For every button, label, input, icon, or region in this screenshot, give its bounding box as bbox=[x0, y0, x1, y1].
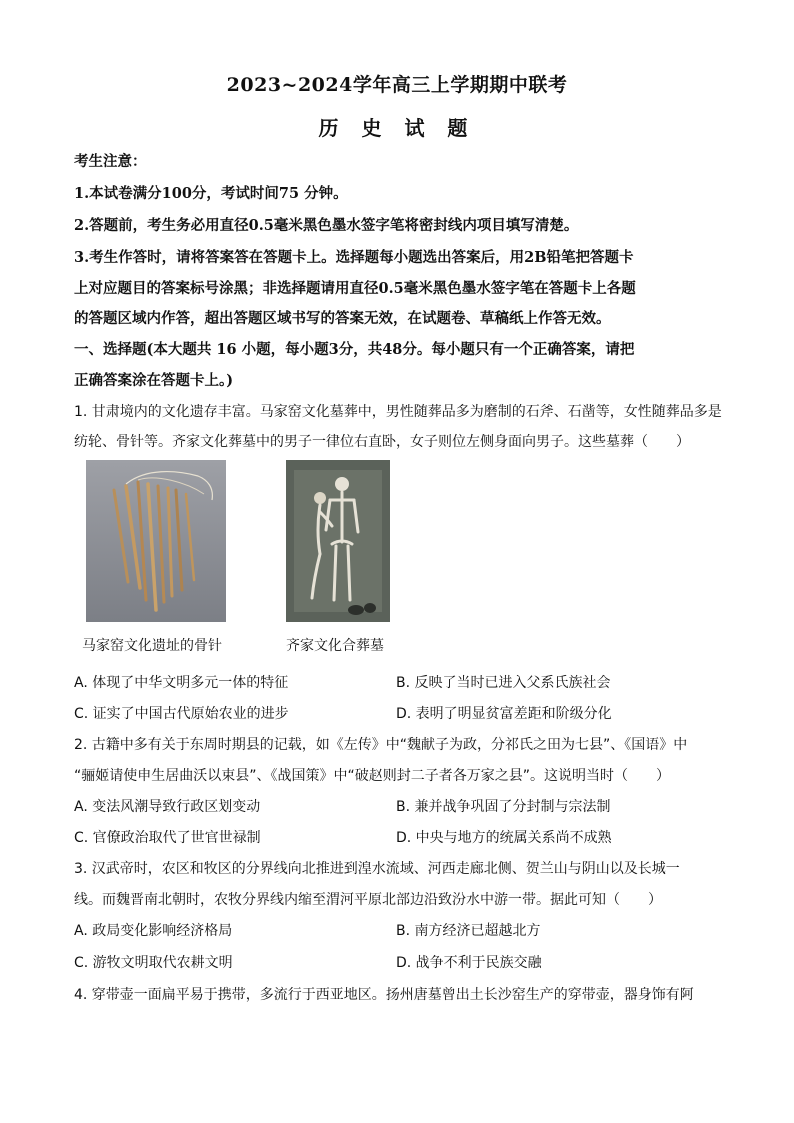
option-a[interactable]: A. 政局变化影响经济格局 bbox=[74, 923, 233, 939]
joint-burial-photo bbox=[286, 460, 390, 622]
exam-title: 2023~2024学年高三上学期期中联考 bbox=[226, 74, 568, 96]
notice-item: 2.答题前，考生务必用直径0.5毫米黑色墨水签字笔将密封线内项目填写清楚。 bbox=[74, 217, 579, 234]
question-2-text: 2. 古籍中多有关于东周时期县的记载，如《左传》中“魏献子为政，分祁氏之田为七县”、《国语》中 bbox=[74, 737, 688, 753]
notice-heading: 考生注意： bbox=[74, 153, 147, 170]
notice-item: 1.本试卷满分100分，考试时间75 分钟。 bbox=[74, 185, 348, 202]
question-3-text: 线。而魏晋南北朝时，农牧分界线内缩至渭河平原北部边沿致汾水中游一带。据此可知（ ） bbox=[74, 892, 662, 908]
option-a[interactable]: A. 体现了中华文明多元一体的特征 bbox=[74, 675, 289, 691]
option-a[interactable]: A. 变法风潮导致行政区划变动 bbox=[74, 799, 261, 815]
question-3-text: 3. 汉武帝时，农区和牧区的分界线向北推进到湟水流域、河西走廊北侧、贺兰山与阴山以及长城一 bbox=[74, 861, 680, 877]
section-heading: 一、选择题(本大题共 16 小题，每小题3分，共48分。每小题只有一个正确答案，请把 bbox=[74, 341, 635, 358]
exam-subject: 历 史 试 题 bbox=[318, 116, 476, 140]
option-d[interactable]: D. 表明了明显贫富差距和阶级分化 bbox=[396, 706, 612, 722]
question-1-text: 纺轮、骨针等。齐家文化葬墓中的男子一律位右直卧，女子则位左侧身面向男子。这些墓葬（ ） bbox=[74, 434, 690, 450]
notice-item: 3.考生作答时，请将答案答在答题卡上。选择题每小题选出答案后，用2B铅笔把答题卡 bbox=[74, 249, 634, 266]
option-c[interactable]: C. 官僚政治取代了世官世禄制 bbox=[74, 830, 261, 846]
option-d[interactable]: D. 战争不利于民族交融 bbox=[396, 955, 542, 971]
option-c[interactable]: C. 证实了中国古代原始农业的进步 bbox=[74, 706, 289, 722]
question-2-text: “骊姬请使申生居曲沃以束县”、《战国策》中“破赵则封二子者各万家之县”。这说明当时（ ） bbox=[74, 768, 671, 784]
option-b[interactable]: B. 兼并战争巩固了分封制与宗法制 bbox=[396, 799, 611, 815]
option-b[interactable]: B. 南方经济已超越北方 bbox=[396, 923, 541, 939]
section-heading-cont: 正确答案涂在答题卡上。) bbox=[74, 372, 234, 389]
option-b[interactable]: B. 反映了当时已进入父系氏族社会 bbox=[396, 675, 611, 691]
option-c[interactable]: C. 游牧文明取代农耕文明 bbox=[74, 955, 233, 971]
question-1-text: 1. 甘肃境内的文化遗存丰富。马家窑文化墓葬中，男性随葬品多为磨制的石斧、石凿等，女性随葬品多是 bbox=[74, 404, 722, 420]
notice-item: 的答题区域内作答，超出答题区域书写的答案无效，在试题卷、草稿纸上作答无效。 bbox=[74, 310, 611, 327]
figure-caption: 马家窑文化遗址的骨针 bbox=[82, 638, 222, 654]
figure-caption: 齐家文化合葬墓 bbox=[286, 638, 384, 654]
notice-item: 上对应题目的答案标号涂黑；非选择题请用直径0.5毫米黑色墨水签字笔在答题卡上各题 bbox=[74, 280, 636, 297]
option-d[interactable]: D. 中央与地方的统属关系尚不成熟 bbox=[396, 830, 612, 846]
bone-needles-photo bbox=[86, 460, 226, 622]
question-4-text: 4. 穿带壶一面扁平易于携带，多流行于西亚地区。扬州唐墓曾出土长沙窑生产的穿带壶，器身饰有阿 bbox=[74, 987, 694, 1003]
